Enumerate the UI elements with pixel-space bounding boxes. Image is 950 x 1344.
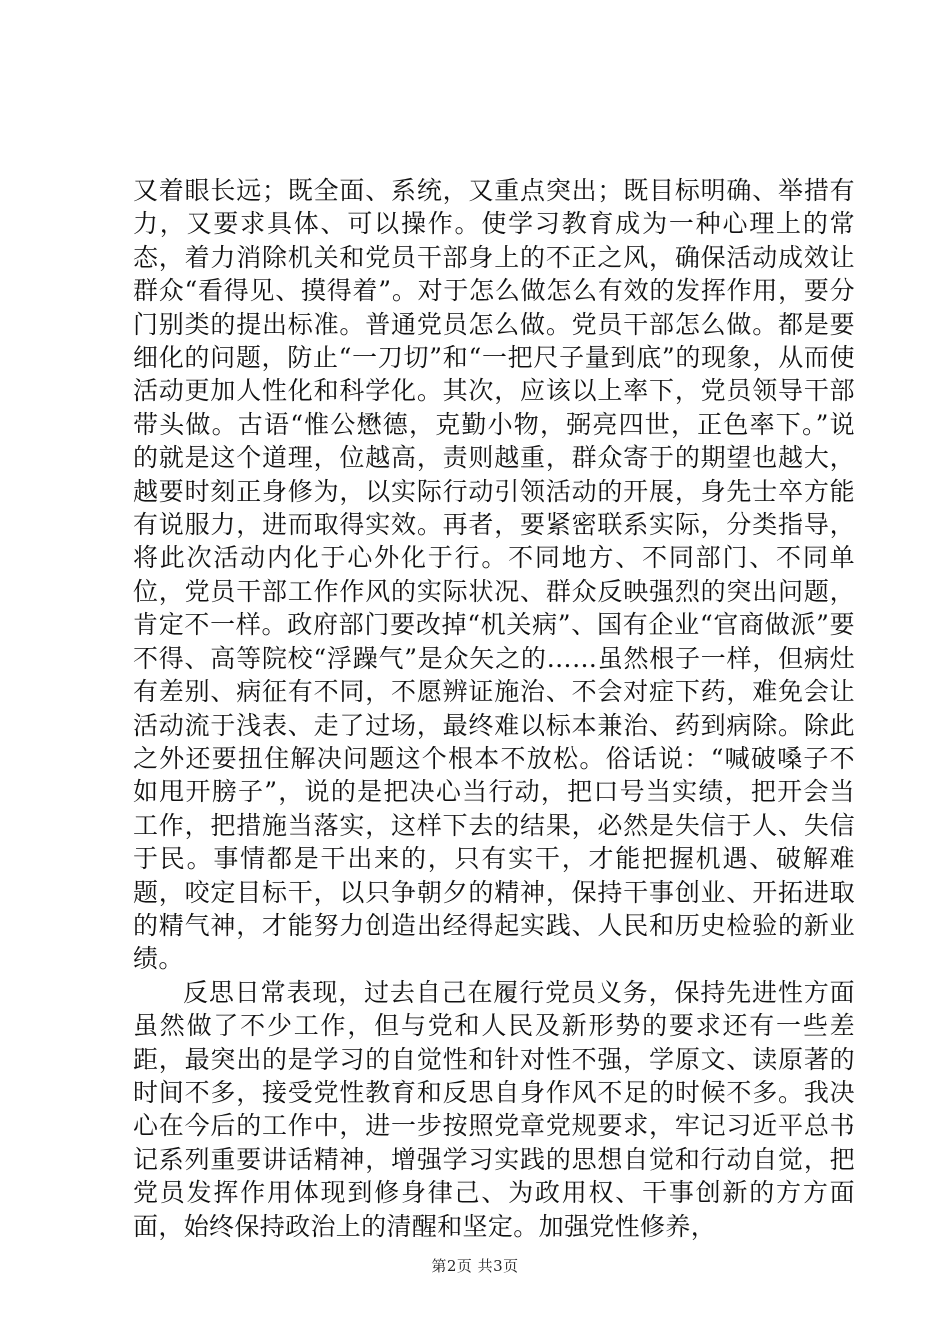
paragraph-reflection: 反思日常表现，过去自己在履行党员义务，保持先进性方面虽然做了不少工作，但与党和人民及新形势的要求还有一些差距，最突出的是学习的自觉性和针对性不强，学原文、读原著的时间不多，接受党性教育和反思自身作风不足的时候不多。我决心在今后的工作中，进一步按照党章党规要求，牢记习近平总书记系列重要讲话精神，增强学习实践的思想自觉和行动自觉，把党员发挥作用体现到修身律己、为政用权、干事创新的方方面面，始终保持政治上的清醒和坚定。加强党性修养，: [133, 977, 855, 1241]
paragraph-continuation: 又着眼长远；既全面、系统，又重点突出；既目标明确、举措有力，又要求具体、可以操作。使学习教育成为一种心理上的常态，着力消除机关和党员干部身上的不正之风，确保活动成效让群众“看得见、摸得着”。对于怎么做怎么有效的发挥作用，要分门别类的提出标准。普通党员怎么做。党员干部怎么做。都是要细化的问题，防止“一刀切”和“一把尺子量到底”的现象，从而使活动更加人性化和科学化。其次，应该以上率下，党员领导干部带头做。古语“惟公懋德，克勤小物，弼亮四世，正色率下。”说的就是这个道理，位越高，责则越重，群众寄于的期望也越大，越要时刻正身修为，以实际行动引领活动的开展，身先士卒方能有说服力，进而取得实效。再者，要紧密联系实际，分类指导，将此次活动内化于心外化于行。不同地方、不同部门、不同单位，党员干部工作作风的实际状况、群众反映强烈的突出问题，肯定不一样。政府部门要改掉“机关病”、国有企业“官商做派”要不得、高等院校“浮躁气”是众矢之的……虽然根子一样，但病灶有差别、病征有不同，不愿辨证施治、不会对症下药，难免会让活动流于浅表、走了过场，最终难以标本兼治、药到病除。除此之外还要扭住解决问题这个根本不放松。俗话说：“喊破嗓子不如甩开膀子”，说的是把决心当行动，把口号当实绩，把开会当工作，把措施当落实，这样下去的结果，必然是失信于人、失信于民。事情都是干出来的，只有实干，才能把握机遇、破解难题，咬定目标干，以只争朝夕的精神，保持干事创业、开拓进取的精气神，才能努力创造出经得起实践、人民和历史检验的新业绩。: [133, 176, 855, 974]
page-footer: 第2页 共3页: [431, 1257, 519, 1275]
document-body: [133, 174, 855, 1243]
